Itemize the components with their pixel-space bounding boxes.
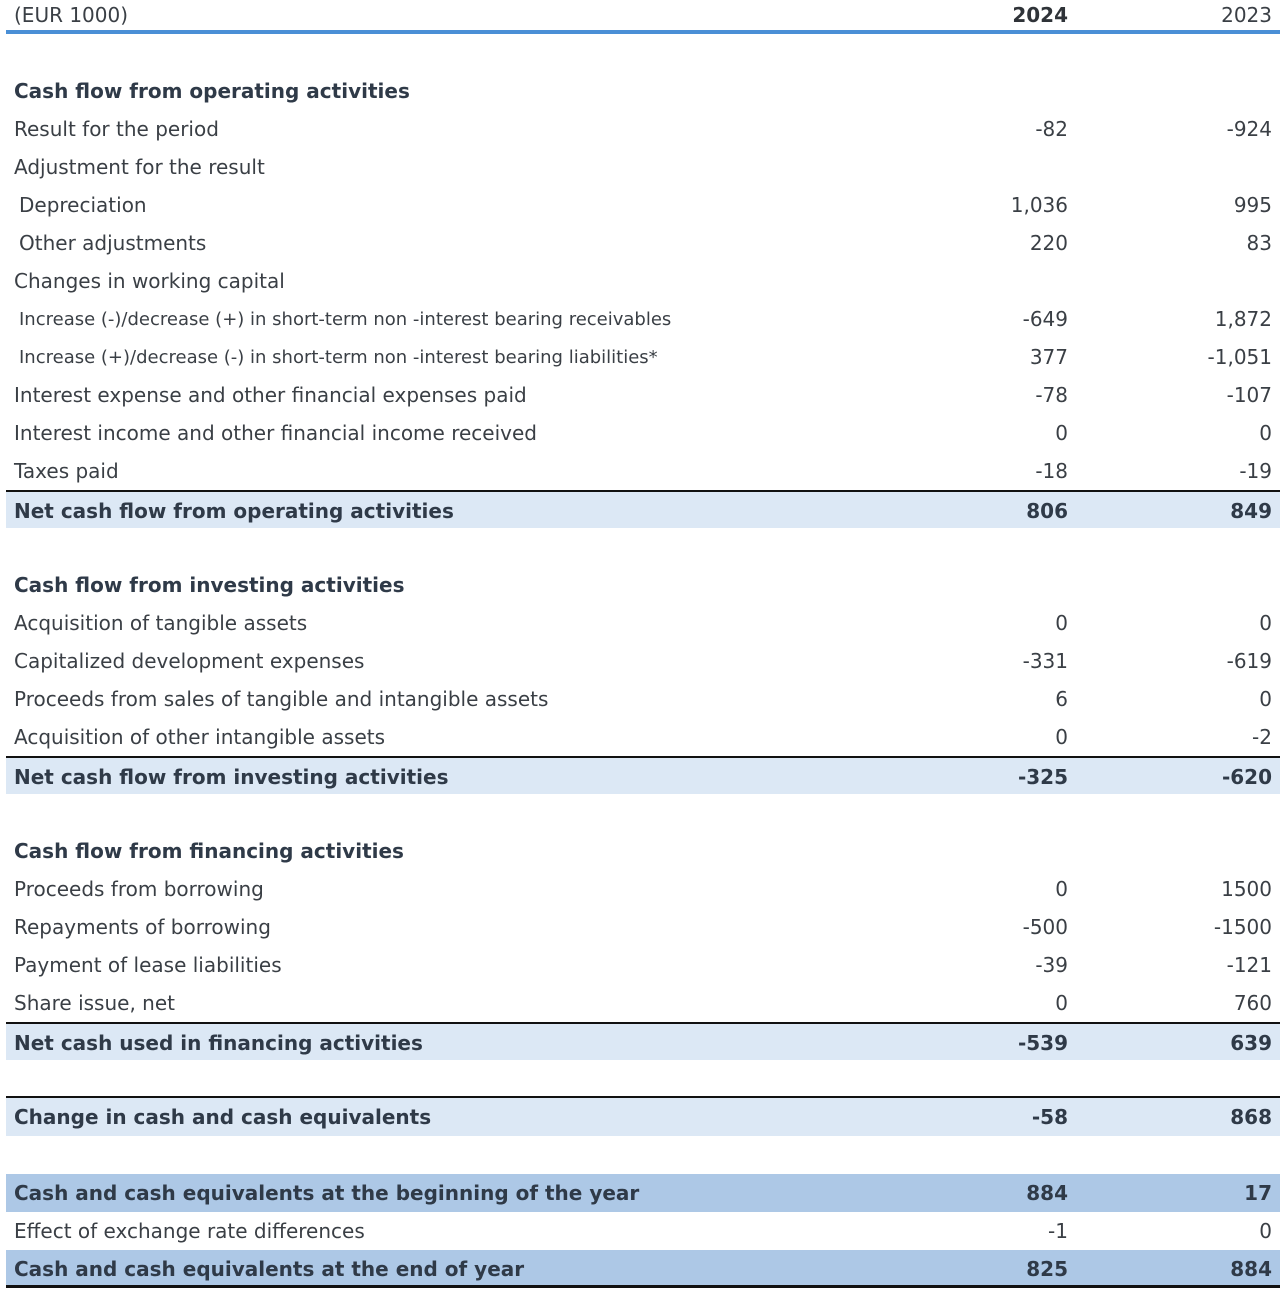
table-row: Depreciation 1,036 995 bbox=[19, 193, 1272, 217]
table-row: Increase (-)/decrease (+) in short-term non -interest bearing receivables -649 1,872 bbox=[19, 307, 1272, 331]
total-row-investing: Net cash flow from investing activities -325 -620 bbox=[6, 756, 1280, 794]
table-row: Capitalized development expenses -331 -619 bbox=[14, 649, 1272, 673]
table-row: Taxes paid -18 -19 bbox=[14, 459, 1272, 483]
table-row: Increase (+)/decrease (-) in short-term non -interest bearing liabilities* 377 -1,051 bbox=[19, 345, 1272, 369]
table-row: Interest income and other financial income received 0 0 bbox=[14, 421, 1272, 445]
change-in-cash-row: Change in cash and cash equivalents -58 868 bbox=[6, 1098, 1280, 1136]
section-title-investing: Cash flow from investing activities bbox=[14, 573, 405, 597]
table-row: Acquisition of tangible assets 0 0 bbox=[14, 611, 1272, 635]
total-row-financing: Net cash used in financing activities -539 639 bbox=[6, 1022, 1280, 1060]
cash-flow-statement bbox=[6, 0, 1280, 1288]
table-row: Share issue, net 0 760 bbox=[14, 991, 1272, 1015]
table-header bbox=[6, 0, 1280, 34]
table-row: Acquisition of other intangible assets 0 -2 bbox=[14, 725, 1272, 749]
table-row: Interest expense and other financial expenses paid -78 -107 bbox=[14, 383, 1272, 407]
column-header-2023: 2023 bbox=[1221, 3, 1272, 27]
unit-label: (EUR 1000) bbox=[14, 3, 129, 27]
section-title-operating: Cash flow from operating activities bbox=[14, 79, 410, 103]
column-header-2024: 2024 bbox=[1012, 3, 1068, 27]
total-row-operating: Net cash flow from operating activities 806 849 bbox=[6, 490, 1280, 528]
table-row: Repayments of borrowing -500 -1500 bbox=[14, 915, 1272, 939]
cash-beginning-row: Cash and cash equivalents at the beginning of the year 884 17 bbox=[6, 1174, 1280, 1212]
table-row: Adjustment for the result bbox=[14, 155, 265, 179]
table-row: Result for the period -82 -924 bbox=[14, 117, 1272, 141]
table-row: Payment of lease liabilities -39 -121 bbox=[14, 953, 1272, 977]
fx-effect-row: Effect of exchange rate differences -1 0 bbox=[14, 1219, 1272, 1243]
cash-end-row: Cash and cash equivalents at the end of year 825 884 bbox=[6, 1250, 1280, 1288]
table-row: Other adjustments 220 83 bbox=[19, 231, 1272, 255]
table-row: Proceeds from borrowing 0 1500 bbox=[14, 877, 1272, 901]
table-row: Changes in working capital bbox=[14, 269, 285, 293]
section-title-financing: Cash flow from financing activities bbox=[14, 839, 404, 863]
table-row: Proceeds from sales of tangible and intangible assets 6 0 bbox=[14, 687, 1272, 711]
